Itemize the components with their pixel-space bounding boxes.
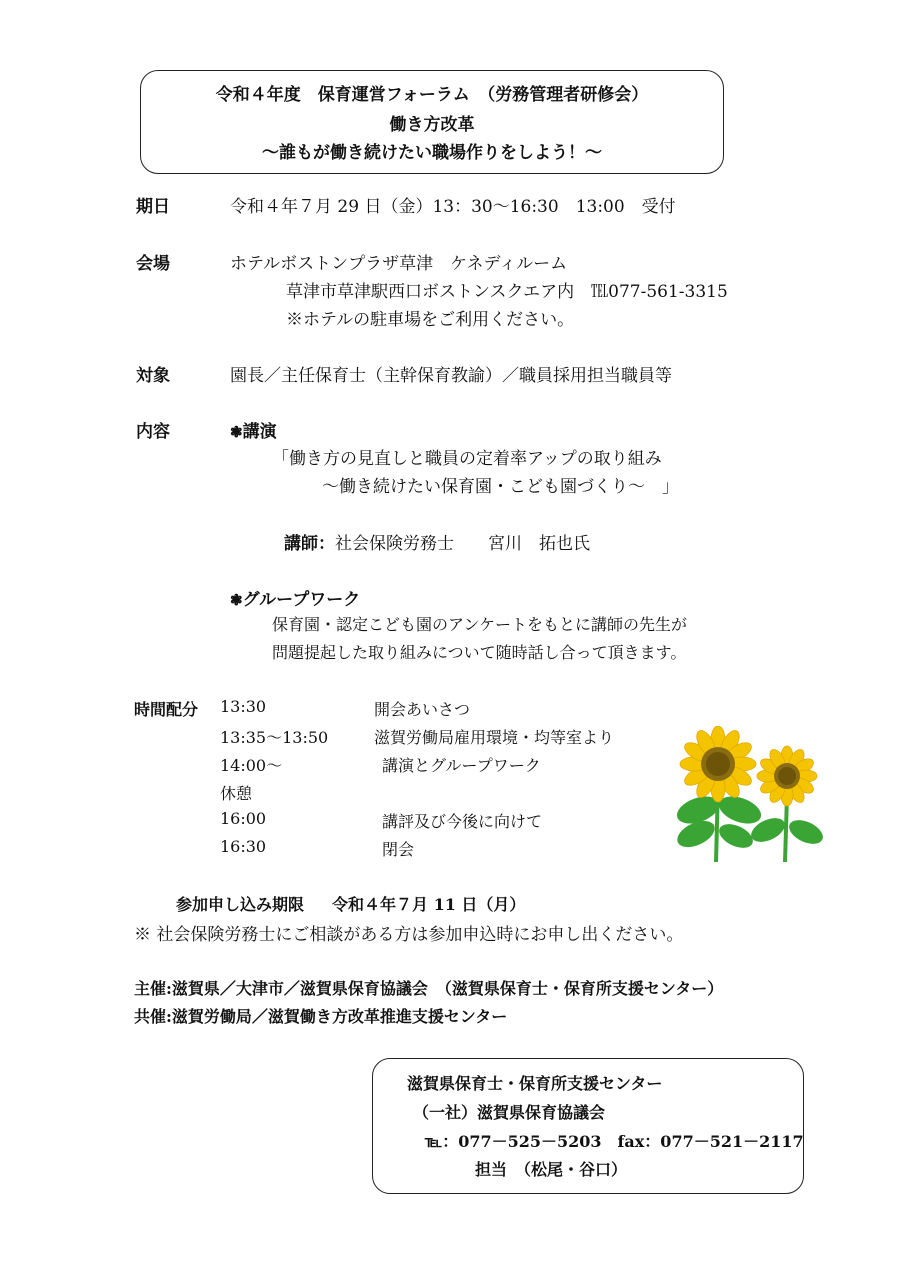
schedule-time: 16:00 [220,809,267,828]
content-label: 内容 [136,422,170,442]
schedule-desc: 開会あいさつ [374,700,471,719]
schedule-desc: 講評及び今後に向けて [382,812,543,831]
sunflower-illustration [672,726,826,862]
lecturer [284,529,590,554]
group-heading-text: グループワーク [242,590,361,610]
group-line-1: 保育園・認定こども園のアンケートをもとに講師の先生が [272,615,688,634]
contact-line-3: ℡：077－525－5203 fax：077－521－2117 [425,1132,804,1151]
venue-line-3: ※ホテルの駐車場をご利用ください。 [286,310,575,330]
title-line-3: ～誰もが働き続けたい職場作りをしよう！～ [262,143,602,163]
lecturer-label: 講師： [284,534,335,554]
schedule-time: 16:30 [220,837,267,856]
venue-line-2: 草津市草津駅西口ボストンスクエア内 ℡077-561-3315 [286,282,728,302]
organizer: 主催:滋賀県／大津市／滋賀県保育協議会 （滋賀県保育士・保育所支援センター） [134,979,724,998]
date-label: 期日 [136,197,170,217]
title-box [140,70,724,174]
schedule-time: 休憩 [220,784,253,803]
deadline-label: 参加申し込み期限 [176,895,305,914]
lecture-heading [230,417,277,442]
flower-bullet-icon: ❃ [230,591,243,609]
note: ※ 社会保険労務士にご相談がある方は参加申込時にお申し出ください。 [134,925,684,945]
schedule-label: 時間配分 [134,700,199,719]
schedule-desc: 滋賀労働局雇用環境・均等室より [374,728,615,747]
title-line-1: 令和４年度 保育運営フォーラム （労務管理者研修会） [215,85,649,105]
date-value: 令和４年７月 29 日（金）13：30～16:30 13:00 受付 [230,197,676,217]
lecturer-value: 社会保険労務士 宮川 拓也氏 [335,534,590,554]
sunflower-head-right [757,746,817,806]
lecture-title-1: 「働き方の見直しと職員の定着率アップの取り組み [272,449,662,469]
venue-label: 会場 [136,254,170,274]
flower-bullet-icon: ❃ [230,423,243,441]
schedule-time: 14:00～ [220,756,283,775]
group-heading [230,585,360,610]
schedule-desc: 閉会 [382,840,415,859]
contact-line-1: 滋賀県保育士・保育所支援センター [407,1074,663,1093]
group-line-2: 問題提起した取り組みについて随時話し合って頂きます。 [272,643,687,662]
schedule-time: 13:30 [220,697,267,716]
schedule-desc: 講演とグループワーク [382,756,541,775]
title-line-2: 働き方改革 [389,115,475,135]
cosponsor: 共催:滋賀労働局／滋賀働き方改革推進支援センター [134,1007,508,1026]
sunflower-head-left [680,726,756,802]
schedule-time: 13:35～13:50 [220,728,329,747]
deadline-value: 令和４年７月 11 日（月） [332,895,526,914]
lecture-heading-text: 講演 [242,422,277,442]
lecture-title-2: ～働き続けたい保育園・こども園づくり～ 」 [322,477,679,497]
venue-line-1: ホテルボストンプラザ草津 ケネディルーム [230,254,568,274]
contact-line-2: （一社）滋賀県保育協議会 [413,1103,606,1122]
target-label: 対象 [136,366,170,386]
contact-line-4: 担当 （松尾・谷口） [475,1160,628,1179]
deadline [176,892,525,915]
contact-box [372,1058,804,1194]
target-value: 園長／主任保育士（主幹保育教諭）／職員採用担当職員等 [230,366,672,386]
